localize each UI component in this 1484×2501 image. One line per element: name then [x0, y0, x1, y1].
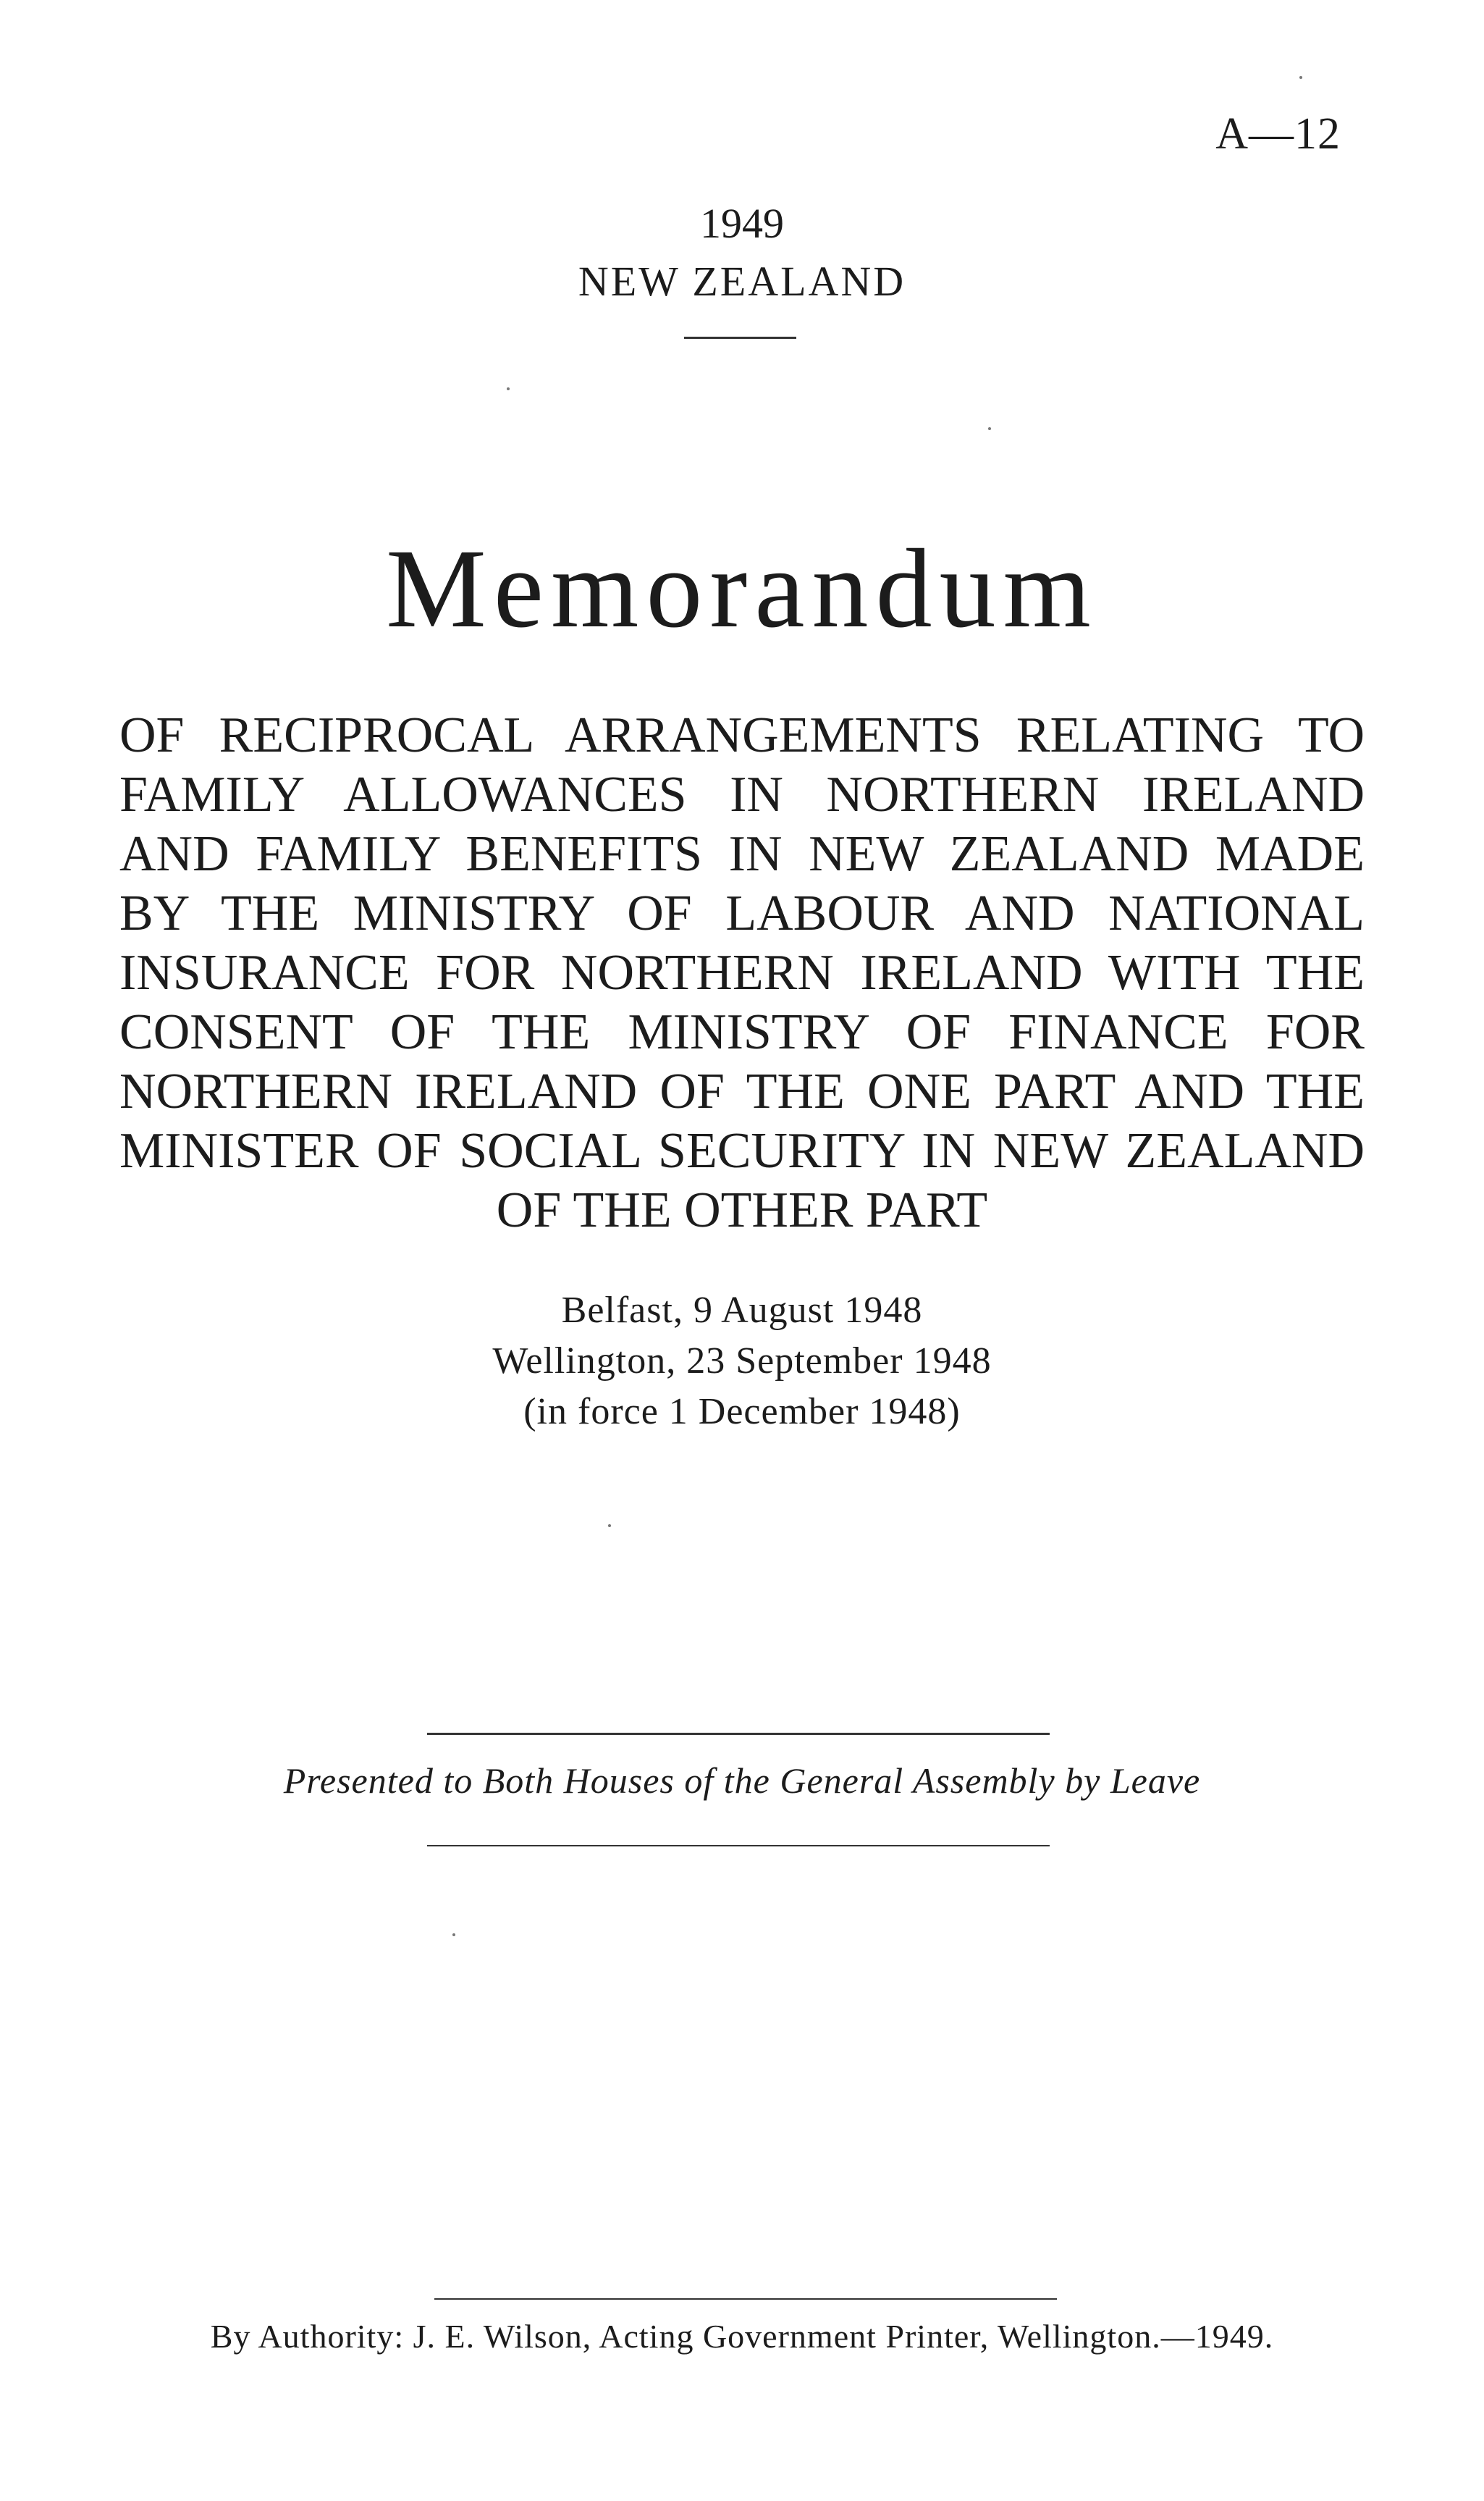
subtitle-line: OF THE OTHER PART	[496, 1182, 988, 1238]
subtitle-line: BY THE MINISTRY OF LABOUR AND NATIONAL	[119, 886, 1365, 941]
subtitle-line: CONSENT OF THE MINISTRY OF FINANCE FOR	[119, 1004, 1365, 1060]
subtitle-line: AND FAMILY BENEFITS IN NEW ZEALAND MADE	[119, 826, 1365, 882]
subtitle-block	[119, 706, 1365, 1240]
subtitle-line: FAMILY ALLOWANCES IN NORTHERN IRELAND	[119, 767, 1365, 823]
publication-year: 1949	[700, 200, 784, 247]
belfast-date: Belfast, 9 August 1948	[561, 1290, 923, 1331]
page-title: Memorandum	[386, 526, 1098, 651]
subtitle-line: INSURANCE FOR NORTHERN IRELAND WITH THE	[119, 945, 1365, 1001]
divider	[434, 2298, 1057, 2300]
country-heading: NEW ZEALAND	[578, 258, 906, 305]
print-speck	[608, 1524, 611, 1527]
wellington-date: Wellington, 23 September 1948	[492, 1340, 992, 1382]
presented-line: Presented to Both Houses of the General Assembly by Leave	[283, 1760, 1201, 1801]
print-speck	[452, 1933, 455, 1936]
dates-block	[0, 1285, 1484, 1437]
printer-imprint: By Authority: J. E. Wilson, Acting Government Printer, Wellington.—1949.	[210, 2318, 1274, 2355]
divider	[427, 1845, 1050, 1846]
short-divider	[684, 337, 796, 339]
document-number: A—12	[1215, 109, 1341, 159]
subtitle-line: NORTHERN IRELAND OF THE ONE PART AND THE	[119, 1064, 1365, 1119]
subtitle-line: MINISTER OF SOCIAL SECURITY IN NEW ZEALAND	[119, 1123, 1365, 1179]
subtitle-line: OF RECIPROCAL ARRANGEMENTS RELATING TO	[119, 707, 1365, 763]
divider	[427, 1733, 1050, 1735]
print-speck	[507, 387, 510, 390]
in-force-date: (in force 1 December 1948)	[523, 1391, 961, 1432]
print-speck	[1299, 76, 1302, 79]
print-speck	[988, 427, 991, 430]
